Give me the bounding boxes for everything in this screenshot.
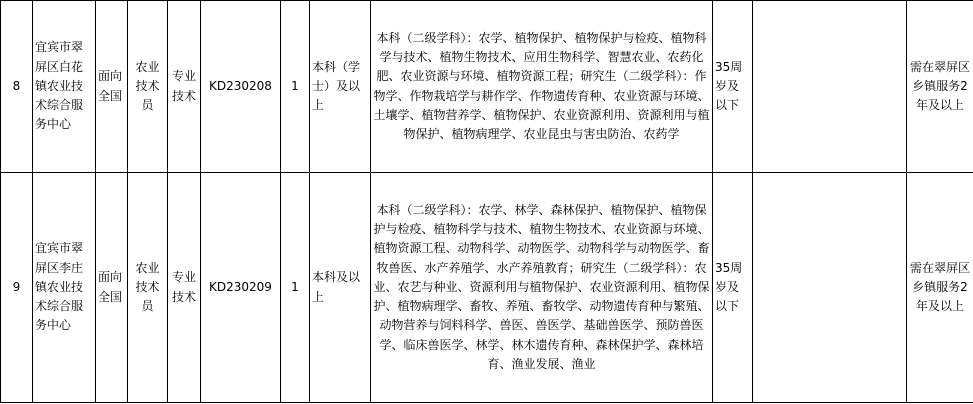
position-cell: 农业技术员	[128, 1, 168, 173]
other-requirements-cell	[753, 173, 907, 403]
category-cell: 专业技术	[168, 1, 201, 173]
table-row	[1, 1, 973, 173]
row-index-cell: 9	[1, 173, 33, 403]
age-cell: 35周岁及以下	[713, 173, 753, 403]
other-requirements-cell	[753, 1, 907, 173]
code-cell: KD230209	[201, 173, 281, 403]
count-cell: 1	[281, 173, 310, 403]
category-cell: 专业技术	[168, 173, 201, 403]
count-cell: 1	[281, 1, 310, 173]
scope-cell: 面向全国	[96, 1, 128, 173]
scope-cell: 面向全国	[96, 173, 128, 403]
education-cell: 本科（学士）及以上	[310, 1, 371, 173]
row-index-cell: 8	[1, 1, 33, 173]
unit-cell: 宜宾市翠屏区李庄镇农业技术综合服务中心	[33, 173, 96, 403]
education-cell: 本科及以上	[310, 173, 371, 403]
age-cell: 35周岁及以下	[713, 1, 753, 173]
notes-cell: 需在翠屏区乡镇服务2年及以上	[907, 1, 973, 173]
major-requirements-cell: 本科（二级学科）：农学、林学、森林保护、植物保护、植物保护与检疫、植物科学与技术、植物生物技术、农业资源与环境、植物资源工程、动物科学、动物医学、动物科学与动物医学、畜牧兽医、水产养殖学、水产养殖教育；研究生（二级学科）：农业、农艺与种业、资源利用与植物保护、农业资源利用、植物保护、植物病理学、畜牧、养殖、畜牧学、动物遗传育种与繁殖、动物营养与饲料科学、兽医、兽医学、基础兽医学、预防兽医学、临床兽医学、林学、林木遗传育种、森林保护学、森林培育、渔业发展、渔业	[371, 173, 713, 403]
code-cell: KD230208	[201, 1, 281, 173]
table-row	[1, 173, 973, 403]
position-cell: 农业技术员	[128, 173, 168, 403]
unit-cell: 宜宾市翠屏区白花镇农业技术综合服务中心	[33, 1, 96, 173]
major-requirements-cell: 本科（二级学科）：农学、植物保护、植物保护与检疫、植物科学与技术、植物生物技术、应用生物科学、智慧农业、农药化肥、农业资源与环境、植物资源工程；研究生（二级学科）：作物学、作物栽培学与耕作学、作物遗传育种、农业资源与环境、土壤学、植物营养学、植物保护、农业资源利用、资源利用与植物保护、植物病理学、农业昆虫与害虫防治、农药学	[371, 1, 713, 173]
notes-cell: 需在翠屏区乡镇服务2年及以上	[907, 173, 973, 403]
